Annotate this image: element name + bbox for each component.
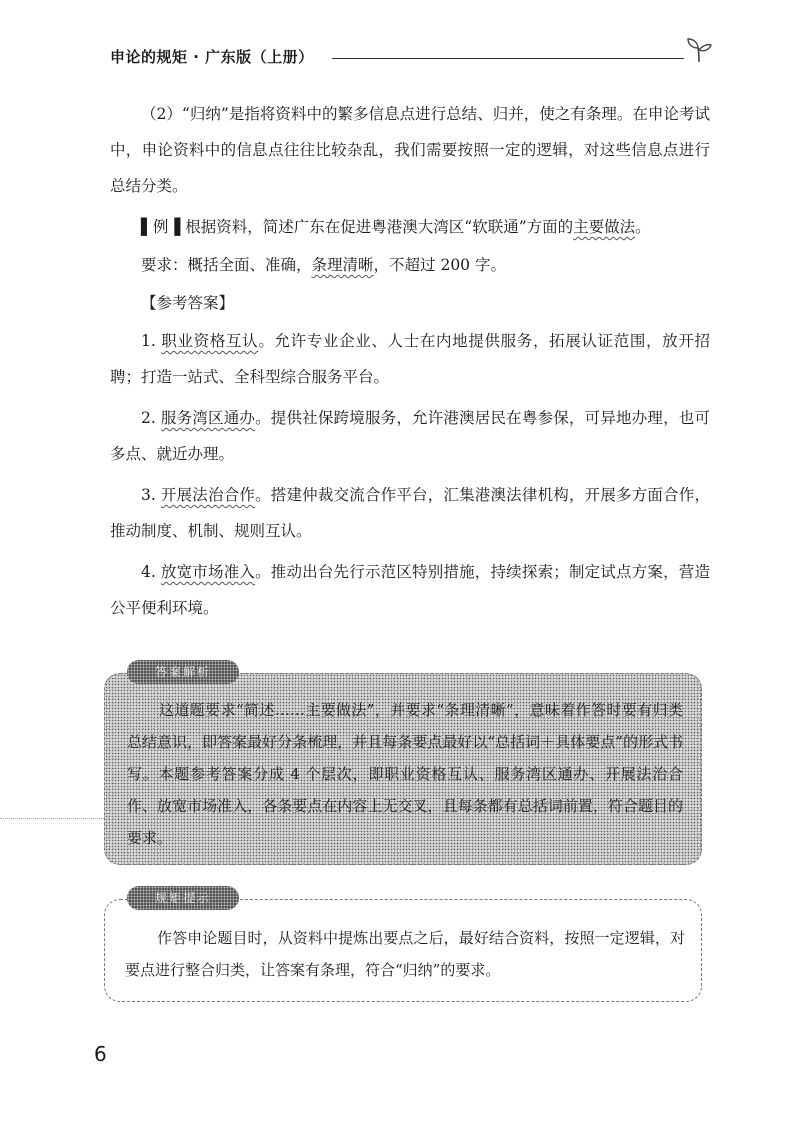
answer-number: 3.: [141, 486, 161, 504]
answer-text: 。提供社保跨境服务，允许港澳居民在粤参保，可异地办理，也可多点、就近办理。: [110, 409, 710, 463]
example-question: [110, 209, 710, 245]
requirement-text: 要求：概括全面、准确，: [141, 256, 312, 274]
page-number: 6: [94, 1042, 107, 1066]
tip-text: 作答申论题目时，从资料中提炼出要点之后，最好结合资料，按照一定逻辑，对要点进行整合归类，让答案有条理，符合“归纳”的要求。: [125, 929, 685, 979]
analysis-text: 这道题要求“简述……主要做法”，并要求“条理清晰”，意味着作答时要有归类总结意识，即答案最好分条梳理，并且每条要点最好以“总括词＋具体要点”的形式书写。本题参考答案分成 4 个层次，即职业资格互认、服务湾区通办、开展法治合作、放宽市场准入，各条要点在内容上无交叉，且每条都有总括词前置，符合题目的要求。: [127, 701, 683, 847]
margin-dotted-line: [0, 818, 104, 819]
answer-key: 职业资格互认: [161, 332, 259, 350]
analysis-label: 答案解析: [154, 665, 211, 679]
header-title: 申论的规矩 · 广东版（上册）: [110, 48, 314, 66]
tip-label: 规矩提示: [154, 891, 211, 905]
requirement-end: ，不超过 200 字。: [373, 256, 506, 274]
page-header: [110, 44, 710, 68]
main-content: [110, 96, 710, 631]
tip-label-tab: [127, 886, 239, 910]
example-highlight: 主要做法: [573, 218, 636, 236]
answer-number: 1.: [141, 332, 162, 350]
answer-key: 开展法治合作: [160, 486, 256, 504]
answer-item: [110, 477, 710, 549]
answer-text: 。推动出台先行示范区特别措施，持续探索；制定试点方案，营造公平便利环境。: [110, 563, 710, 617]
answer-number: 2.: [141, 409, 161, 427]
requirement-line: [110, 247, 710, 283]
example-tag: ▌例▐: [141, 218, 181, 236]
answer-text: 。允许专业企业、人士在内地提供服务，拓展认证范围，放开招聘；打造一站式、全科型综合服务平台。: [110, 332, 710, 386]
tip-box: [104, 891, 702, 1002]
answer-key: 放宽市场准入: [160, 563, 256, 581]
answer-item: [110, 554, 710, 626]
header-rule: [332, 58, 684, 59]
answer-number: 4.: [141, 563, 161, 581]
answer-heading: 【参考答案】: [141, 294, 235, 312]
requirement-highlight: 条理清晰: [311, 256, 374, 274]
intro-paragraph: （2）“归纳”是指将资料中的繁多信息点进行总结、归并，使之有条理。在申论考试中，申论资料中的信息点往往比较杂乱，我们需要按照一定的逻辑，对这些信息点进行总结分类。: [110, 105, 710, 195]
answer-item: [110, 323, 710, 395]
analysis-box: [104, 665, 702, 865]
analysis-label-tab: [127, 660, 239, 684]
answer-item: [110, 400, 710, 472]
answer-key: 服务湾区通办: [160, 409, 256, 427]
example-end: 。: [635, 218, 651, 236]
sprout-icon: [684, 36, 714, 64]
example-text: 根据资料，简述广东在促进粤港澳大湾区“软联通”方面的: [180, 218, 574, 236]
answer-text: 。搭建仲裁交流合作平台，汇集港澳法律机构，开展多方面合作，推动制度、机制、规则互认。: [110, 486, 710, 540]
